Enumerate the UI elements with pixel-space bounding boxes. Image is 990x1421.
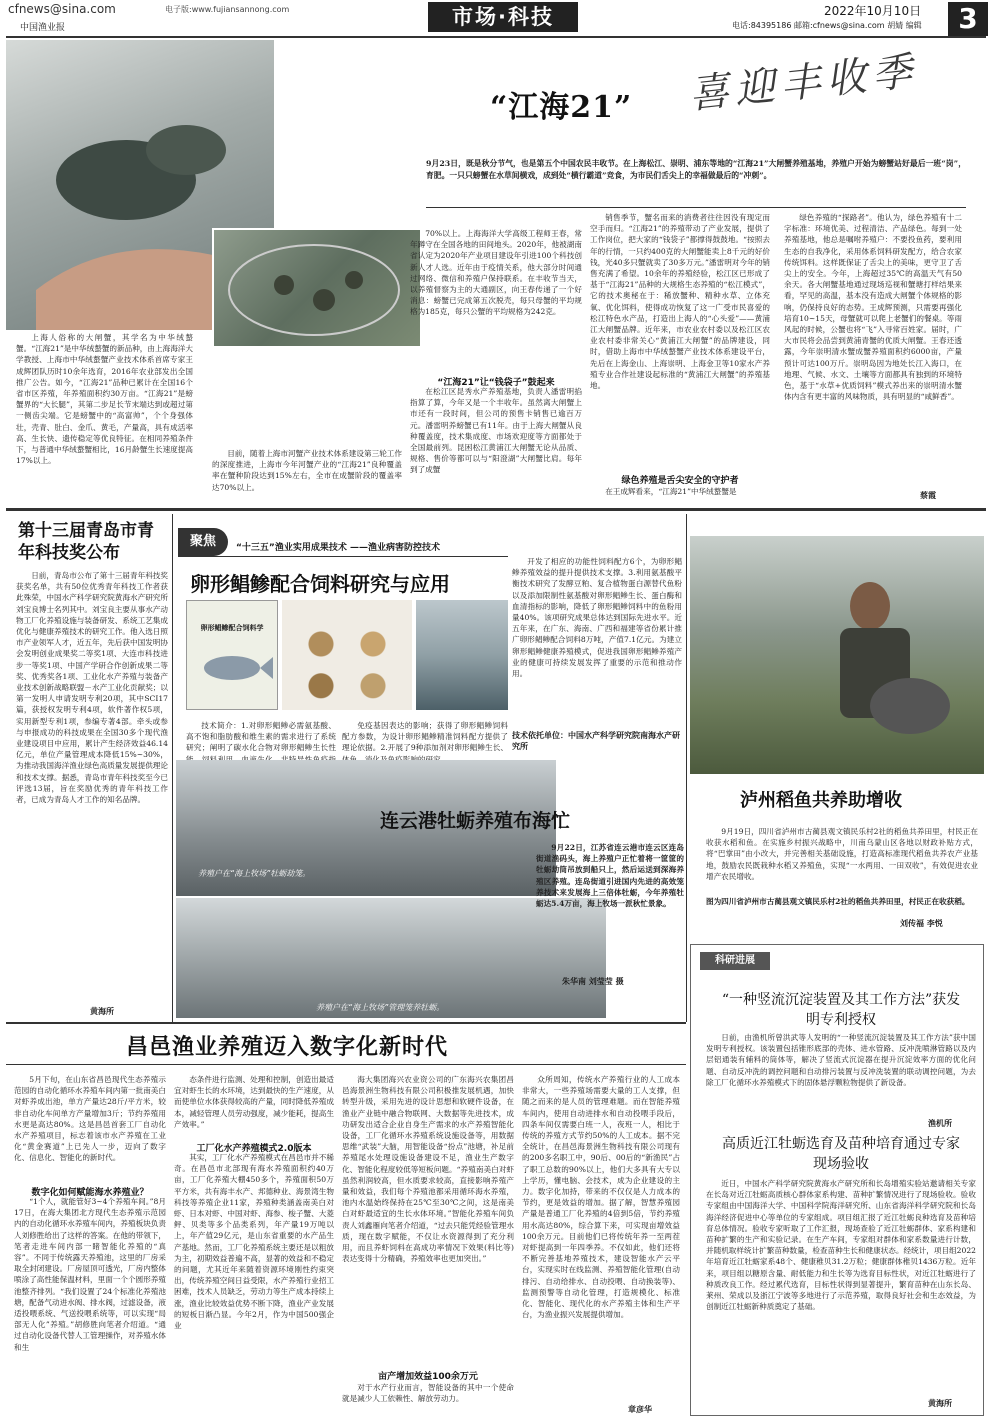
header-rule [6, 36, 986, 38]
rice-author: 刘传福 李悦 [900, 919, 943, 928]
sci-label: 科研进展 [700, 952, 770, 970]
editor-contact: 电话:84395186 邮箱:cfnews@sina.com 胡婧 编辑 [732, 21, 922, 30]
oyster-author: 朱华南 刘莹莹 摄 [562, 977, 624, 986]
crab-subhead-2: 绿色养殖是舌尖安全的守护者 [621, 476, 739, 486]
section-divider-2 [6, 1022, 686, 1024]
feed-org: 技术依托单位：中国水产科学研究院南海水产研究所 [512, 731, 680, 751]
rice-title: 泸州稻鱼共养助增收 [740, 790, 902, 811]
epaper-url: 电子版:www.fujiansannong.com [165, 5, 290, 14]
crab-title-art: 喜迎丰收季 [686, 48, 921, 119]
award-author: 黄海所 [90, 1007, 114, 1016]
digital-title: 昌邑渔业养殖迈入数字化新时代 [126, 1034, 449, 1060]
section-title: 市场·科技 [428, 2, 578, 32]
feed-col-1: 技术简介：1.对卵形鲳鲹必需氨基酸、高不饱和脂肪酸和维生素的需求进行了系统研究；阐明了碳水化合物对卵形鲳鲹生长性 [186, 721, 336, 753]
digital-subhead-3: 亩产增加效益100余万元 [378, 1372, 478, 1382]
award-body: 日前，青岛市公布了第十三届青年科技奖获奖名单，共有50位优秀青年科技工作者获此殊荣，中国水产科学研究院黄海水产研究所刘宝良博士名列其中。刘宝良主要从事水产动物工厂化养殖设施与装备研发、系统工艺集成优化与健康养殖技术的研究工作。他入选日照市产业领军人才，近五年，先后获中国发明协会发明创业成果奖二等奖1项、大连市科技进步一等奖1项、中国产学研合作创新成果二等奖、优秀奖各1项、工业化水产养殖与装备产业技术创新战略联盟－水产工业化贡献奖；以第一发明人申请发明专利20项，其中SCI17篇，获授权发明专利4项，软件著作权5项，实用新型专利1项，参编专著4部。牵头或参与申报成功的科技成果在全国30多个现代渔业建设项目中应用，累计产生经济效益46.14亿元，单位产量管理成本降低15%~30%，为推动我国海洋渔业绿色高质量发展提供理论和技术支撑。据悉，青岛市青年科技奖至今已评选13届，旨在奖励优秀的青年科技工作者，已成为青岛人才工作的知名品牌。 [16, 571, 168, 805]
sci-author-2: 黄海所 [928, 1399, 952, 1408]
feed-col-2: 免疫基因表达的影响；获得了卵形鲳鲹饲料配方参数，为设计卵形鲳鲹精准饲料配方提供了理论依据。2.开展了9种添加剂对卵形鲳鲹生长、 [342, 721, 508, 753]
focus-banner: 聚焦 [178, 528, 228, 556]
crab-col-2: 目前，随着上海市河蟹产业技术体系建设第三轮工作的深度推进，上海市今年河蟹产业的“江海21”良种覆盖率在蟹种阶段达到15%左右，全市在成蟹阶段的覆盖率达70%以上。 [212, 449, 402, 492]
feed-col-3: 开发了相应的功能性饲料配方6个，为卵形鲳鲹养殖效益的提升提供技术支撑。3.利用氨基酸平衡技术研究了发酵豆粕、复合植物蛋白源替代鱼粉以及添加限制性氨基酸对卵形鲳鲹生长、蛋白酶和血清指标的影响，降低了卵形鲳鲹饲料中的鱼粉用量40%。该项研究成果总体达到国际先进水平。近五年来，在广东、海南、广西和福建等省份累计推广卵形鲳鲹配合饲料8万吨，产值7.1亿元。为建立卵形鲳鲹健康养殖模式，促进我国卵形鲳鲹养殖产业的健康可持续发展发挥了重要的示范和推动作用。 [512, 557, 682, 679]
crab-col-3b: 在松江区昆秀水产养殖基地，负责人潘雷明掐指算了算，今年又是一个丰收年。虽然离大闸蟹上市还有一段时间，但公司的预售卡销售已逾百万元。潘雷明养螃蟹已有11年。由于上海大闸蟹从良种覆盖度，技术集成度、市场欢迎度等方面都处于全国最前列。昆困松江黄浦江大闸蟹无论从品质、规格、售价等都可以与“阳澄湖”大闸蟹比肩。每年到了成蟹 [410, 387, 582, 475]
digital-subhead-1: 数字化如何赋能海水养殖业？ [31, 1188, 149, 1198]
digital-col-2a: 态条件进行监测、处理和控制，创造出最适宜对虾生长的水环境，达到最快的生产速度，从而使单位水体获得较高的产量，同时降低养殖成本，减轻管理人员劳动强度，减少能耗，提高生产效率。” [174, 1075, 334, 1129]
crab-net-photo [212, 228, 422, 348]
farmer-illustration [690, 536, 984, 774]
digital-col-2b: 其实，工厂化水产养殖模式在昌邑市并不稀奇。在昌邑市北部现有海水养殖面积约40万亩，工厂化养殖大棚450多个，养殖面积50万平方米，共有海丰水产、邦德种业、海景湾生物科技等养殖企业11家，养殖种类涵盖南美白对虾、日本对虾、中国对虾、海参、梭子蟹、大菱鲆、贝类等多个品类系列，年产量19万吨以上，年产值29亿元，是山东省重要的水产品生产基地。然而，工厂化养殖系统主要还是以粗放为主，初期效益普遍不高，显著的效益和不稳定的问题，尤其近年来随着资源环境刚性约束突出，传统养殖空间日益受限，水产养殖行业招工困难，技术人员缺乏，劳动力等生产成本持续上涨，渔业比较效益优势不断下降，渔业产业发展的短板日渐凸显。今年2月，作为中国500强企业 [174, 1153, 334, 1331]
feed-series-rule [178, 556, 508, 557]
book-cover [186, 600, 278, 710]
site-email: cfnews@sina.com [8, 2, 116, 16]
crab-author: 蔡霞 [920, 491, 936, 500]
section-divider-1 [6, 508, 986, 511]
page-number: 3 [948, 2, 988, 36]
feed-series: “十三五”渔业实用成果技术 ——渔业病害防控技术 [236, 543, 440, 553]
digital-title-rule [6, 1064, 686, 1065]
book-title: 卵形鲳鲹配合饲料学 [200, 624, 264, 632]
paper-name: 中国渔业报 [20, 23, 66, 33]
rice-fish-photo [690, 536, 984, 774]
crab-title: “江海21” [490, 90, 633, 125]
crab-col-4b: 在王成辉看来，“江海21”中华绒螯蟹是 [605, 487, 737, 496]
crab-lead-rule [426, 207, 966, 208]
feed-title: 卵形鲳鲹配合饲料研究与应用 [190, 572, 450, 596]
digital-col-4: 众所周知，传统水产养殖行业的人工成本非常大，一些养殖场需要大量的工人支撑，但随之而来的是人员的管理难题。而在智能养殖车间内，使用自动进排水和自动投喂手段后，四条车间仅需要白班一人，夜班一人，相比于传统的养殖方式节约50%的人工成本。据不完全统计，在昌邑海景洲生物科技有限公司现有的200多名职工中，90后、00后的“新渔民”占了职工总数的90%以上，他们大多具有大专以上学历，懂电脑、会技术，成为企业建设的主力。数字化加持，带来的不仅仅是人力成本的节约，更是效益的增加。据了解，智慧养殖园产量是普通工厂化养殖的4倍到5倍，节约养殖用水高达80%，综合算下来，可实现亩增效益100余万元。目前他们已将传统年养一至两茬对虾提高到一年四季养。不仅如此，他们还将不断完善基地养殖技术，建设智能水产云平台，实现实时在线监测、养殖智能化管理(自动排污、自动给排水、自动投喂、自动换装等)、监测预警等自动化管理，打造规模化、标准化、智能化、现代化的水产养殖主体和生产平台，为渔业振兴发展提供增加。 [522, 1075, 680, 1320]
award-divider [172, 514, 173, 1022]
crab-col-3a: 70%以上。上海海洋大学高级工程师王春，常年蹲守在全国各地的田间地头。2020年，他被湖南省认定为2020年产业项目建设年引进100个科技创新人才人选。近年由于疫情关系，他大部分时间通过网络、微信和养殖户保持联系。在丰收节当天，以养殖督察为主的大通副区，向王春传递了一个好消息：螃蟹已完成第五次脱壳，每只母蟹的平均规格为185克，每只公蟹的平均规格为242克。 [410, 229, 582, 317]
rice-divider [686, 514, 687, 1022]
digital-author: 章彦华 [628, 1405, 652, 1414]
oyster-body: 9月22日，江苏省连云港市连云区连岛街道渔码头，海上养殖户正忙着将一筐筐的牡蛎劫筒吊放到船只上，然后运送到深海养殖区养殖。连岛街道引进国内先进的高效笼养技术来发展海上三倍体牡蛎，今年养殖牡蛎达5.4万亩，海上牧场一派秋忙景象。 [536, 843, 684, 909]
sci-author-1: 渔机所 [928, 1119, 952, 1128]
sci-body-2: 近日，中国水产科学研究院黄海水产研究所和长岛增殖实验站邀请相关专家在长岛对近江牡蛎高质核心群体家系构建、苗种扩繁情况进行了现场验收。验收专家组由中国海洋大学、中国科学院海洋研究所、山东省海洋科学研究院和长岛海洋经济促进中心等单位的专家组成。项目组汇报了近江牡蛎良种选育及苗种培育总体情况。验收专家听取了工作汇报，现场查验了近江牡蛎群体、家系构建和苗种扩繁的生产和实验记录。在生产车间，专家组对群体和家系数量进行计数，并随机取样统计扩繁苗种数量，检查苗种生长和健康状态。经统计，项目组2022年培育近江牡蛎家系48个、健康稚贝31.2万粒；健康群体稚贝1436万粒。近年来，项目组以糖原含量、耐低能力和生长等为选育目标性状，对近江牡蛎进行了种质改良工作。经过累代选育，目标性状得到显著提升，繁育苗种在山东长岛、莱州、荣成以及浙江宁波等多地进行了示范养殖，取得良好社会和生态效益，为创制近江牡蛎新种质奠定了基础。 [706, 1179, 976, 1312]
crab-col-4: 销售季节，蟹名而来的消费者往往因没有现定而空手而归。“江海21”的养殖带动了产业发展，提供了工作岗位，把大家的“钱袋子”都撑得鼓鼓地。“按照去年的行情，一只约400克的大闸蟹能卖上8千元的好价钱，光40多只蟹就卖了30多万元。”潘雷明对今年的销售充满了希望。10余年的养殖经验，松江区已形成了基于“江海21”品种的大规格生态养殖的“松江模式”，它的技术奥秘在于：稀放蟹种、精种水草、立体充氧、优化饵料，使得成功恢复了这一广受市民喜爱的松江特色水产品，打造出上海人的“心头爱”——黄浦江大闸蟹品牌。近年来，市农业农村委以及松江区农业农村委非常关心“黄浦江大闸蟹”的品牌建设，同时，借助上海市中华绒螯蟹产业技术体系建设平台，先后在上海金山、上海崇明、上海金卫等10家水产养殖专业合作社建设起标准的“黄浦江大闸蟹”的养殖基地。 [590, 213, 770, 391]
digital-col-1b: “1个人，就能管好3~4个养殖车间。”8月17日，在海大集团北方现代生态养殖示范园内的自动化循环水养殖车间内，养殖板块负责人刘修胜给出了这样的答案。在他的带领下，笔者走进车间内部一睹智能化养殖的“真容”。不同于传统露天养殖池，这里的厂房采取全封闭建设。厂房屋顶可透光，厂房内整体喷涂了高性能保温材料，里面一个个圆形养殖池整齐排列。“我们设置了24个标准化养殖池塘，配备气动进水阀、排水阀，过滤设备，液适投喂系统、气送投喂系统等，可以实现“局部无人化”养殖。”胡修胜向笔者介绍道。“通过自动化设备代替人工管理操作，对养殖水体和生 [14, 1197, 166, 1352]
fish-icon [187, 643, 277, 693]
award-title: 第十三届青岛市青年科技奖公布 [18, 521, 154, 563]
crab-lead: 9月23日，既是秋分节气，也是第五个中国农民丰收节。在上海松江、崇明、浦东等地的“江海21”大闸蟹养殖基地，养殖户开始为螃蟹站好最后一班“岗”，育肥。一只只螃蟹在水草间横戏，成到处“横行霸道”竞食，为市民们舌尖上的幸福做最后的“冲刺”。 [426, 159, 966, 180]
sci-title-2: 高质近江牡蛎选育及苗种培育通过专家现场验收 [722, 1136, 960, 1172]
oyster-caption-2: 养殖户在“海上牧场”管理笼养牡蛎。 [316, 1003, 445, 1012]
oyster-caption-1: 养殖户在“海上牧场”牡蛎劫笼。 [198, 869, 311, 878]
crab-col-5: 绿色养殖的“探路者”。他认为，绿色养殖有十二字标准：环境优美、过程清洁、产品绿色。每到一处养殖基地，他总是嘱咐养殖户：不要投鱼药，要利用生态的自我净化，采用体系饲料研发配方，给合农家传统饵料。这样既保证了舌尖上的美味，更守卫了舌尖上的安全。今年，上海超过35℃的高温天气有50余天。各大闸蟹基地通过现场巡视和蟹塘打样结果来看，罕见的高温，基本没有造成大闸蟹个体规格的影响，仍保持良好的态势。王成辉预测，只需要再强化培育10~15天，母蟹就可以爬上老蟹们的餐桌。等雨风起的时候，公蟹也将“飞”入寻常百姓家。届时，广大市民将会品尝到黄浦青蟹的优质大闸蟹。王春还透露，今年崇明清水蟹成蟹养殖面积约6000亩，产量预计可达100万斤。崇明岛因为地处长江入海口，在地理、气候、水文、土壤等方面都具有独到的环境特色，基于“水草+优质饲料”模式养出来的崇明清水蟹体内含有更丰富的风味物质，具有明显的“咸鲜香”。 [784, 213, 962, 402]
digital-subhead-2: 工厂化水产养殖模式2.0版本 [196, 1144, 312, 1154]
feed-fish-photo [416, 600, 508, 710]
sci-title-1: “一种竖流沉淀装置及其工作方法”获发明专利授权 [721, 992, 961, 1028]
feed-pellets-photo [282, 600, 412, 710]
sci-body-1: 日前，由渔机所曾洪武等人发明的“一种竖流沉淀装置及其工作方法”获中国发明专利授权。该装置包括锥形底部的壳体、进水管路、反冲洗喷淋管路以及内层铝通装有辅料的筒体等，解决了竖流式沉淀器在提升沉淀效率方面的优化问题、自动反冲洗的调控问题和自动排污装置与反冲洗装置的联动调控问题，为去除工厂化循环水养殖模式下的固体悬浮颗粒物提供了新设备。 [706, 1033, 976, 1087]
crab-subhead-1: “江海21”让“钱袋子”鼓起来 [437, 378, 555, 388]
crab-col-1: 上海人俗称的大闸蟹，其学名为中华绒螯蟹。“江海21”是中华绒螯蟹的新品种，由上海海洋大学教授、上海市中华绒螯蟹产业技术体系首席专家王成辉团队历时10余年选育，2016年农业部发出全国推广公告。如今，“江海21”品种已累计在全国16个省市区养殖，年养殖面积约30万亩。“江海21”是螃蟹界的“大长腿”，其第二步足长节末端达到或超过第一侧齿尖端。它是螃蟹中的“高富帅”，个个身强体壮，壳青、肚白、金爪、黄毛，产量高，具有成活率高、生长快、遗传稳定等优良特征。在相同养殖条件下，与普通中华绒螯蟹相比，16月龄蟹生长速度提高17%以上。 [16, 333, 193, 466]
rice-caption: 图为四川省泸州市古蔺县观文镇民乐村2社的稻鱼共养田里，村民正在收获稻。 [706, 897, 970, 906]
digital-col-3b: 对于水产行业而言，智能设备的其中一个使命就是减少人工依赖性、解放劳动力。 [342, 1383, 514, 1404]
digital-col-1a: 5月下旬，在山东省昌邑现代生态养殖示范园的自动化循环水养殖车间内第一批南美白对虾养成出池，单方产量达28斤/平方米，较非自动化车间单方产量增加3斤；节约养殖用水更是高达80%。这是昌邑首套工厂自动化水产养殖项目，标志着该市水产养殖在工业化“黄金赛道”上已先人一步，迈向了数字化、信息化、智能化的新时代。 [14, 1075, 166, 1163]
issue-date: 2022年10月10日 [824, 4, 922, 18]
rice-body: 9月19日，四川省泸州市古蔺县观文镇民乐村2社的稻鱼共养田里，村民正在收获水稻和鱼。在实施乡村振兴战略中，川南乌蒙山区各地以财政补贴方式，将“巴掌田”由小改大，并完善相关基础设施，打造高标准现代稻鱼共养农产业基地，鼓励农民既栽种水稻又养殖鱼，实现“一水两用、一田双收”，有效促进农业增产农民增收。 [706, 827, 978, 881]
crab-net-illustration [214, 230, 420, 346]
digital-col-3: 海大集团海兴农业资公司的广东海兴农集团昌邑海景洲生物科技有限公司积极推发展机遇，加快转型升级，采用先进的设计思想和软硬件设备，在渔业产业链中融合物联网、大数据等先进技术，成功研发出适合企业自身生产需求的水产养殖智能化设备，工厂化循环水养殖系统设施设备等，用数据思维“武装”大脑，用智能设备“扮点”池塘，补足前养殖尾水处理设施设备建设不足，渔业生产数字化、智能化程度较低等短板问题。“养殖南美白对虾虽然利润较高，但水质要求较高，直接影响养殖产量和效益，我们每个养殖池都采用循环海水养殖，池内水温始终保持在25℃至30℃之间，这是南美白对虾最适宜的生长水体环境。”智能化养殖车间负责人刘鑫雁向笔者介绍道，“过去只能凭经验管理水质，现在数字赋能，不仅让水资源得到了充分利用，而且养虾饲料在高成功率情况下效果(料比等)表达变得十分精确，养殖效率也更加突出。” [342, 1075, 514, 1264]
oyster-title: 连云港牡蛎养殖布海忙 [380, 810, 571, 832]
